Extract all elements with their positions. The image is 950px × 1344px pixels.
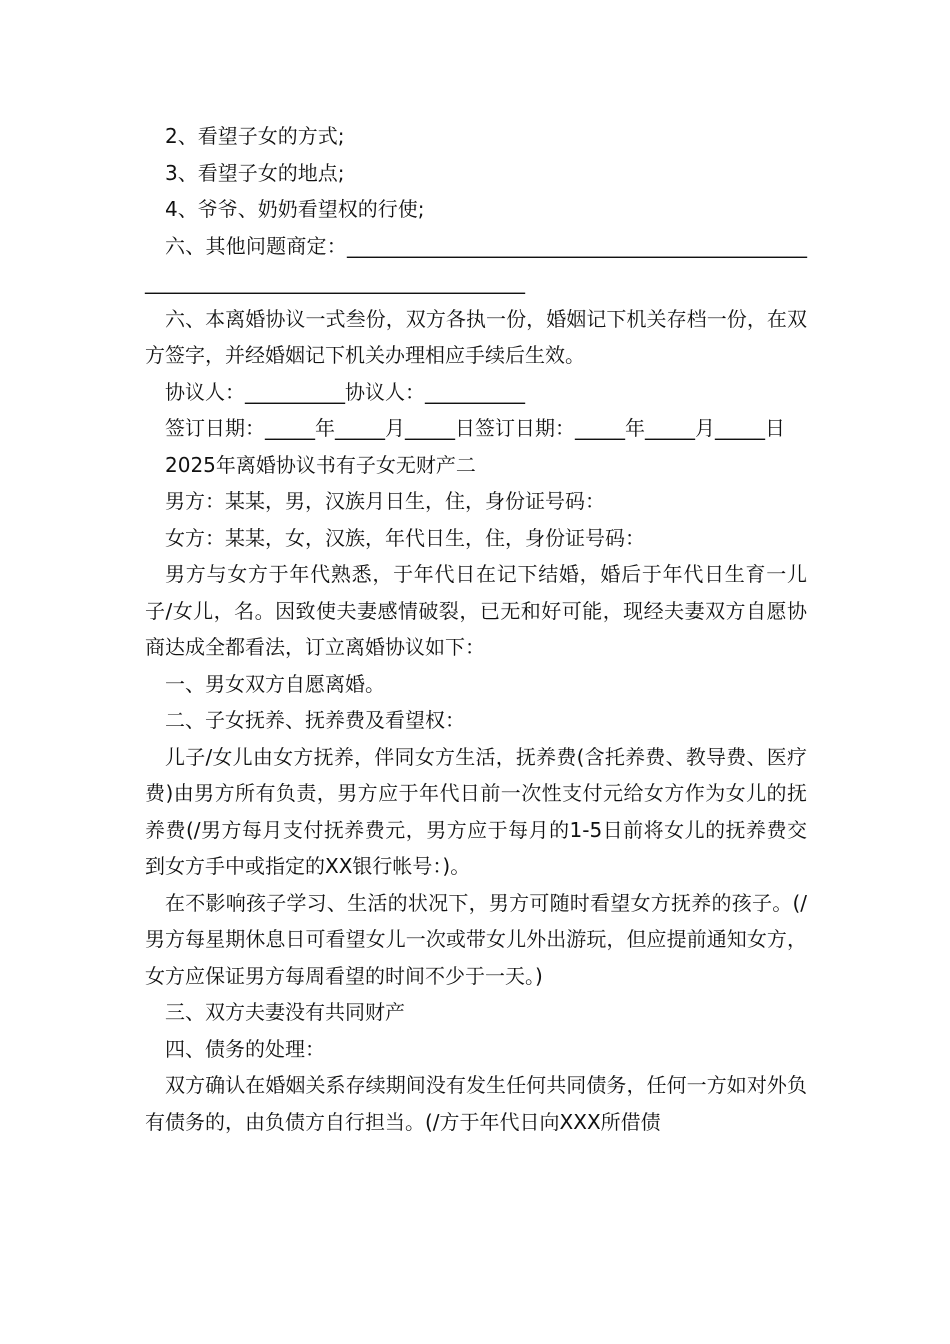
paragraph-signatories: 协议人：__________协议人：__________ xyxy=(165,379,525,404)
paragraph-visitation: 在不影响孩子学习、生活的状况下，男方可随时看望女方抚养的孩子。(/男方每星期休息日可看望女儿一次或带女儿外出游玩，但应提前通知女方，女方应保证男方每周看望的时间不少于一天。) xyxy=(145,890,807,988)
paragraph-child-support: 儿子/女儿由女方抚养，伴同女方生活，抚养费(含托养费、教导费、医疗费)由男方所有负责，男方应于年代日前一次性支付元给女方作为女儿的抚养费(/男方每月支付抚养费元，男方应于每月的1-5日前将女儿的抚养费交到女方手中或指定的XX银行帐号：)。 xyxy=(145,744,807,878)
clause-1: 一、男女双方自愿离婚。 xyxy=(165,671,385,696)
paragraph-visit-method: 2、看望子女的方式; xyxy=(165,124,345,148)
paragraph-sign-dates: 签订日期：_____年_____月_____日签订日期：_____年_____月_____日 xyxy=(165,416,785,440)
paragraph-grandparents-visit: 4、爷爷、奶奶看望权的行使; xyxy=(165,197,425,221)
clause-3: 三、双方夫妻没有共同财产 xyxy=(165,1000,405,1024)
paragraph-copies-effect: 六、本离婚协议一式叁份，双方各执一份，婚姻记下机关存档一份，在双方签字，并经婚姻记下机关办理相应手续后生效。 xyxy=(145,306,807,367)
paragraph-debts: 双方确认在婚姻关系存续期间没有发生任何共同债务，任何一方如对外负有债务的，由负债方自行担当。(/方于年代日向XXX所借债 xyxy=(145,1073,807,1134)
section-title-2: 2025年离婚协议书有子女无财产二 xyxy=(165,452,476,477)
document-page xyxy=(145,118,807,1140)
clause-2: 二、子女抚养、抚养费及看望权： xyxy=(165,708,465,732)
paragraph-other-issues: 六、其他问题商定：____________________________________________________________________________________ xyxy=(145,233,807,294)
paragraph-female-party: 女方：某某，女，汉族，年代日生，住，身份证号码： xyxy=(165,525,645,550)
paragraph-male-party: 男方：某某，男，汉族月日生，住，身份证号码： xyxy=(165,489,605,513)
paragraph-background: 男方与女方于年代熟悉，于年代日在记下结婚，婚后于年代日生育一儿子/女儿，名。因致使夫妻感情破裂，已无和好可能，现经夫妻双方自愿协商达成全都看法，订立离婚协议如下： xyxy=(145,562,807,659)
paragraph-visit-place: 3、看望子女的地点; xyxy=(165,160,345,185)
clause-4: 四、债务的处理： xyxy=(165,1036,325,1061)
